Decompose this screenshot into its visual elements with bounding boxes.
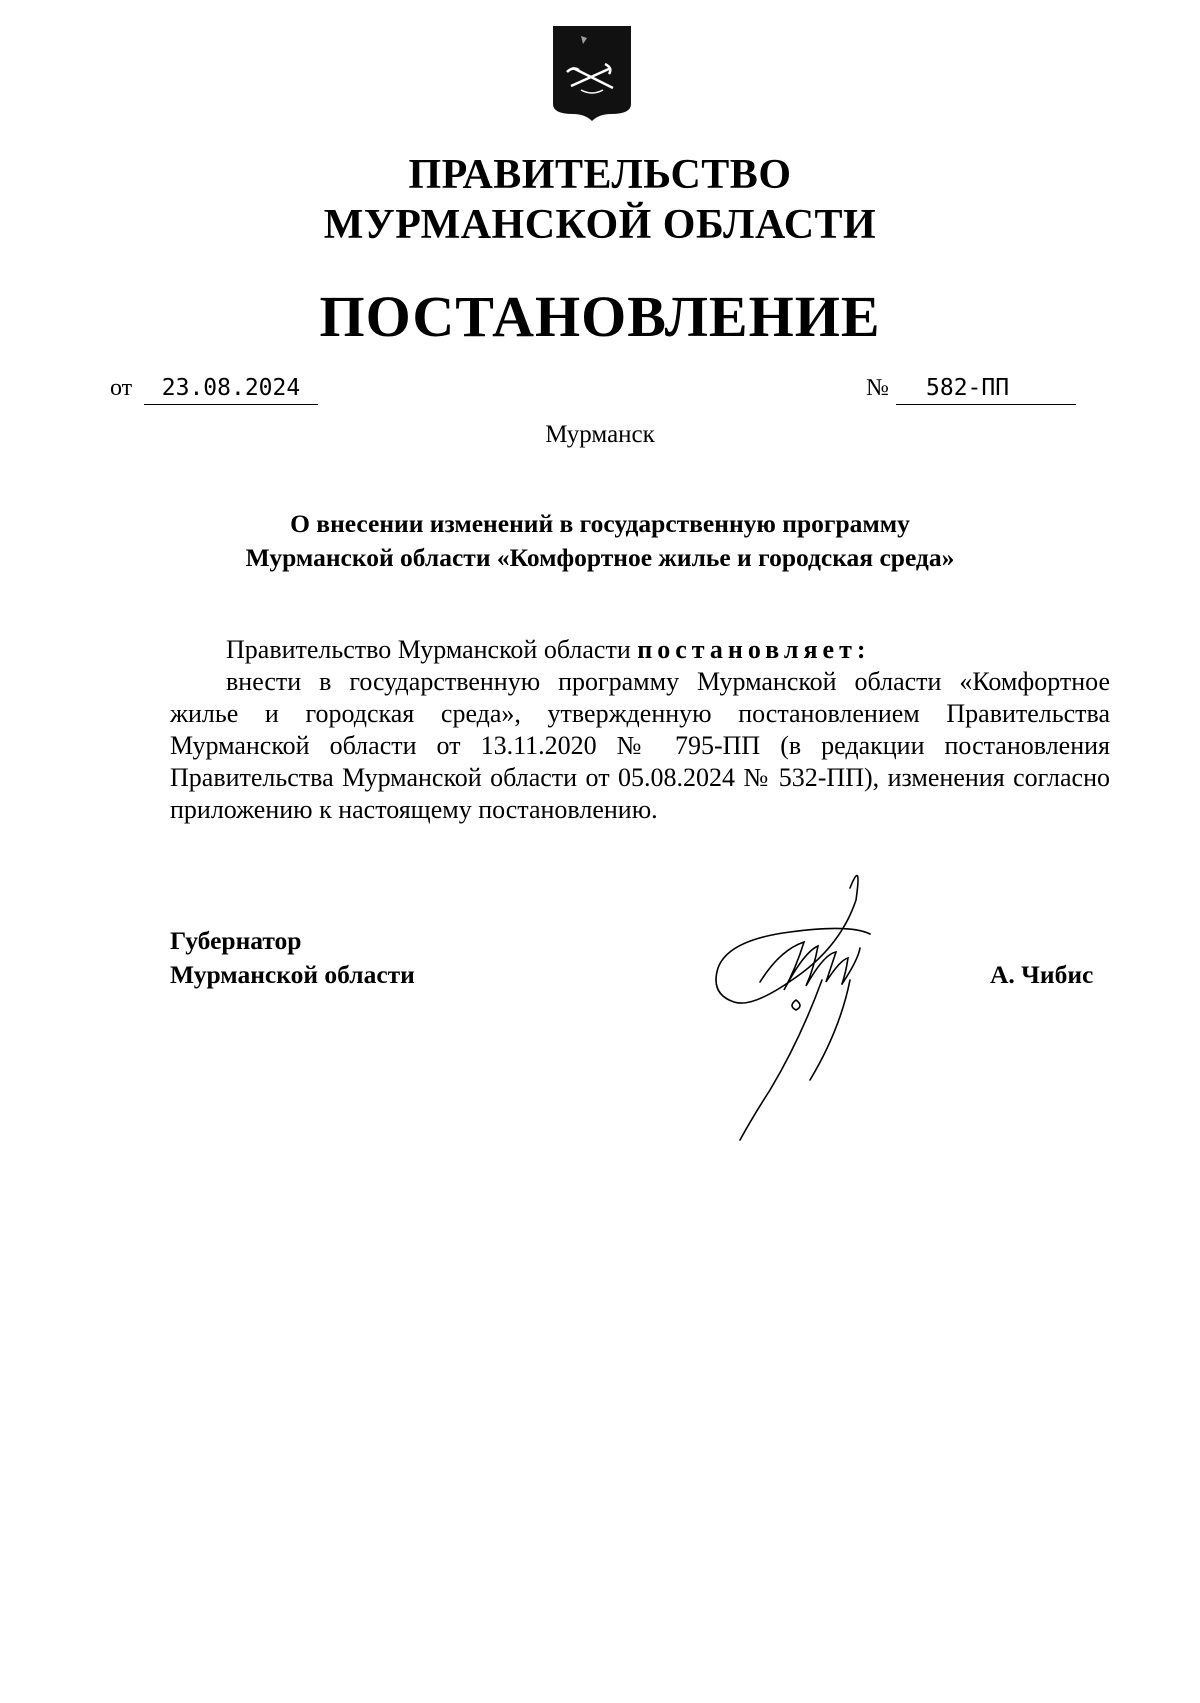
resolution-verb: постановляет: [637, 635, 871, 664]
subject-line1: О внесении изменений в государственную программу [290, 509, 910, 538]
document-body [170, 634, 1110, 826]
handwritten-signature [700, 860, 950, 1180]
resolution-intro: Правительство Мурманской области [226, 635, 631, 664]
signatory-title-line2: Мурманской области [170, 960, 415, 989]
date-label: от [110, 375, 133, 401]
document-subject [150, 507, 1050, 575]
signatory-title [170, 924, 415, 992]
coat-of-arms-emblem [551, 24, 633, 122]
subject-line2: Мурманской области «Комфортное жилье и городская среда» [245, 543, 955, 572]
signatory-name: А. Чибис [990, 960, 1094, 989]
city: Мурманск [545, 421, 655, 448]
number-label: № [866, 375, 889, 401]
document-date: 23.08.2024 [144, 372, 318, 405]
authority-name-line2: МУРМАНСКОЙ ОБЛАСТИ [323, 202, 877, 248]
resolution-paragraph: внести в государственную программу Мурманской области «Комфортное жилье и городская среда», утвержденную постановлением Правительства Мурманской области от 13.11.2020 № 795-ПП (в редакции постановления Правительства Мурманской области от 05.08.2024 № 532-ПП), изменения согласно приложению к настоящему постановлению. [170, 667, 1110, 824]
authority-name-line1: ПРАВИТЕЛЬСТВО [408, 152, 792, 198]
document-type: ПОСТАНОВЛЕНИЕ [319, 284, 881, 349]
document-number: 582-ПП [896, 372, 1076, 405]
resolution-line [170, 634, 1110, 666]
signatory-title-line1: Губернатор [170, 926, 302, 955]
